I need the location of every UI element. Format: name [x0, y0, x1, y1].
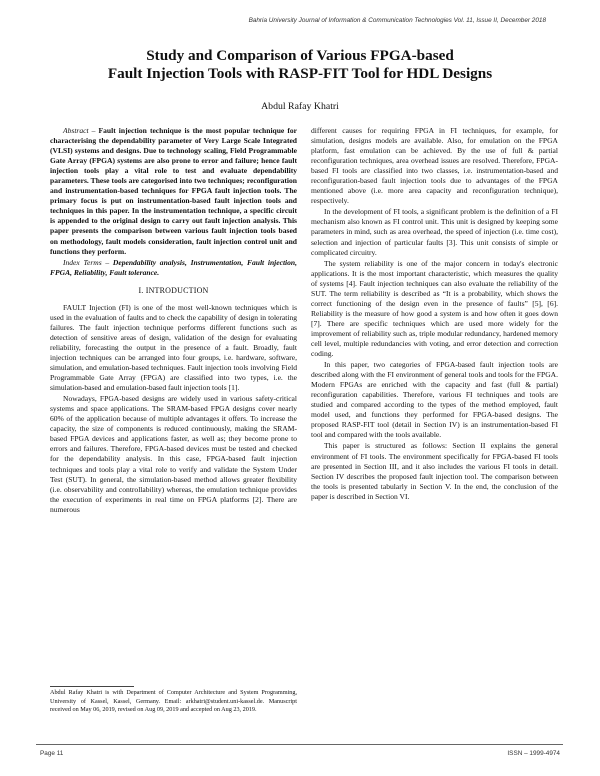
paragraph: Nowadays, FPGA-based designs are widely used in various safety-critical systems and space applications. The SRAM-based FPGA designs cover nearly 60% of the application because of multiple advantages it offers. To increase the capacity, the size of components is reduced continuously, making the SRAM-based FPGA devices and applications faster, as well as; they become prone to errors and failures. Therefore, FPGA-based devices must be tested and checked for the dependability analysis. In this case, FPGA-based fault injection techniques and tools play a vital role to verify and validate the System Under Test (SUT). In general, the simulation-based method allows greater flexibility (i.e. observability and controllability) whereas, the emulation technique provides the execution of experiments in real time on FPGA platforms [2]. There are numerous	[50, 394, 297, 514]
right-column	[311, 126, 558, 502]
footer-divider	[36, 744, 563, 745]
paragraph: The system reliability is one of the major concern in today's electronic applications. It is the most important characteristic, which measures the quality of systems [4]. Fault injection techniques can also evaluate the reliability of the SUT. The term reliability is described as “It is a probability, which shows the correct functioning of the design even in the presence of faults” [5], [6]. Reliability is the measure of how good a system is and how often it goes down [7]. There are specific techniques which are used more widely for the improvement of reliability such as, triple modular redundancy, hardened memory cell level, multiple redundancies with voting, and error detection and correction coding.	[311, 258, 558, 359]
author-name: Abdul Rafay Khatri	[261, 101, 339, 112]
title-line-2: Fault Injection Tools with RASP-FIT Tool for HDL Designs	[107, 64, 493, 82]
paragraph: In this paper, two categories of FPGA-based fault injection tools are described along with the FI environment of general tools and tools for the FPGA. Modern FPGAs are enriched with the capacity and fast (full & partial) reconfiguration capabilities. Therefore, various FI techniques and tools are studied and compared according to the types of the method employed, fault model used, and functions they performed for FPGA-based designs. The proposed RASP-FIT tool (detail in Section IV) is an instrumentation-based FI tool and compared with the tools available.	[311, 360, 558, 440]
paper-title	[40, 47, 560, 82]
paragraph: This paper is structured as follows: Section II explains the general environment of FI tools. The environment specifically for FPGA-based FI tools are presented in Section III, and it also includes the various FI tools in detail. Section IV describes the proposed fault injection tool. The comparison between the tools is presented tabularly in Section V. In the end, the conclusion of the paper is described in Section VI.	[311, 441, 558, 501]
abstract-label: Abstract –	[63, 126, 96, 135]
index-terms-text: Dependability analysis, Instrumentation, Fault injection, FPGA, Reliability, Fault tolerance.	[50, 257, 298, 277]
page-number: Page 11	[40, 750, 64, 757]
index-terms	[50, 258, 297, 278]
author-footnote: Abdul Rafay Khatri is with Department of Computer Architecture and System Programming, University of Kassel, Kassel, Germany. Email: arkhatri@student.uni-kassel.de. Manuscript received on May 06, 2019, revised on Aug 09, 2019 and accepted on Aug 23, 2019.	[50, 689, 297, 714]
abstract-text: Fault injection technique is the most popular technique for characterising the dependability parameter of Very Large Scale Integrated (VLSI) systems and designs. Due to technology scaling, Field Programmable Gate Array (FPGA) systems are also prone to error and failure; hence fault injection tools play a vital role to test and evaluate dependability parameters. These tools are categorised into two techniques; reconfiguration and instrumentation-based techniques for FPGA fault injection tools. The primary focus is put on instrumentation-based fault injection tools and techniques in this paper. In the instrumentation technique, a specific circuit is appended to the original design to carry out fault injection analysis. This paper presents the comparison between various fault injection tools based on methodology, fault models consideration, fault injection control unit and functions they perform.	[50, 126, 297, 256]
paragraph: different causes for requiring FPGA in FI techniques, for example, for simulation, designs models are available. Also, for emulation on the FPGA platform, fast emulation can be achieved. By the use of full & partial reconfiguration techniques, area overhead issues are resolved. Therefore, FPGA-based FI tools are classified into two classes, i.e. instrumentation-based and reconfiguration-based fault injection tools due to advantages of the FPGA mentioned above (i.e. more area capacity and reconfiguration technique), respectively.	[311, 126, 558, 206]
left-column	[50, 126, 297, 515]
section-heading-introduction: I. INTRODUCTION	[138, 285, 209, 295]
paragraph: In the development of FI tools, a significant problem is the definition of a FI mechanism also known as FI control unit. This unit is designed by keeping some parameters in mind, such as area overhead, the speed of injection (i.e. time cost), selection and injection of particular faults [3]. This unit consists of simple or complicated circuitry.	[311, 207, 558, 257]
abstract	[50, 126, 297, 257]
journal-header: Bahria University Journal of Information & Communication Technologies Vol. 11, Issue II, December 2018	[248, 17, 546, 24]
issn: ISSN – 1999-4974	[507, 750, 560, 757]
title-line-1: Study and Comparison of Various FPGA-based	[146, 47, 454, 64]
index-terms-label: Index Terms –	[63, 257, 110, 267]
paragraph: FAULT Injection (FI) is one of the most well-known techniques which is used in the evaluation of faults and to check the capability of design in tolerating failures. The fault injection technique performs different functions such as detection of sensitive areas of design, validation of the design for evaluating reliability, forecasting the output in the presence of a fault. Broadly, fault injection techniques can be arranged into four groups, i.e. hardware, software, simulation, and emulation-based techniques. Fault injection tools involving Field Programmable Gate Array (FPGA) are classified into two types, i.e. the simulation-based and emulation-based fault injection tools [1].	[50, 302, 297, 393]
footnote-divider	[50, 686, 134, 687]
